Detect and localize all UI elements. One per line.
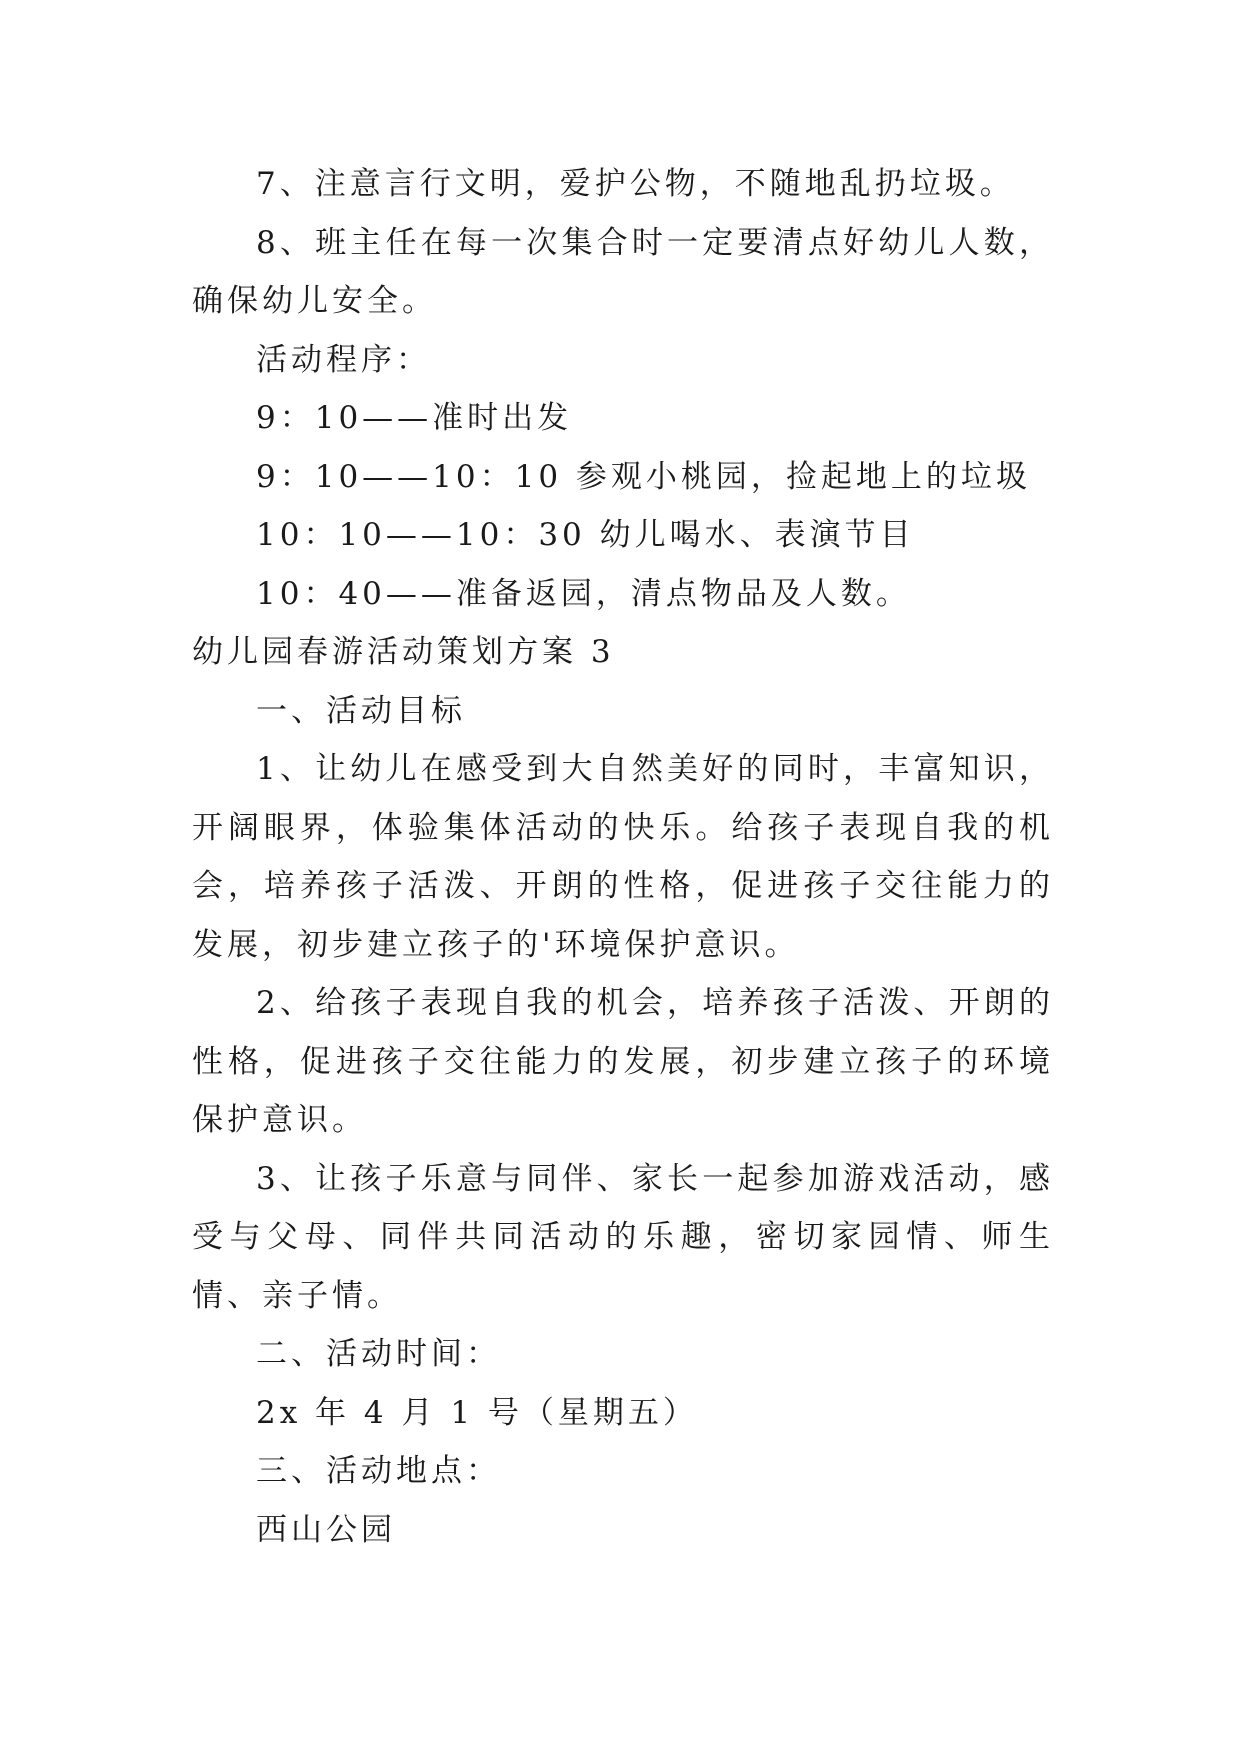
section-title: 幼儿园春游活动策划方案 3 — [192, 634, 615, 670]
goal-1: 1、让幼儿在感受到大自然美好的同时，丰富知识，开阔眼界，体验集体活动的快乐。给孩子表现自我的机会，培养孩子活泼、开朗的性格，促进孩子交往能力的发展，初步建立孩子的'环境保护意识。 — [192, 751, 1054, 963]
rule-7: 7、注意言行文明，爱护公物，不随地乱扔垃圾。 — [256, 166, 1015, 202]
document-body — [192, 155, 1054, 1559]
program-heading: 活动程序： — [256, 341, 431, 378]
goals-heading: 一、活动目标 — [256, 692, 466, 729]
program-item-2: 9：10——10：10 参观小桃园，捡起地上的垃圾 — [256, 458, 1031, 495]
time-value: 2x 年 4 月 1 号（星期五） — [256, 1394, 698, 1431]
location-heading: 三、活动地点： — [256, 1453, 501, 1489]
rule-8: 8、班主任在每一次集合时一定要清点好幼儿人数，确保幼儿安全。 — [192, 224, 1054, 319]
program-item-3: 10：10——10：30 幼儿喝水、表演节目 — [256, 517, 915, 553]
time-heading: 二、活动时间： — [256, 1336, 501, 1372]
location-value: 西山公园 — [256, 1511, 396, 1548]
program-item-1: 9：10——准时出发 — [256, 400, 573, 436]
goal-2: 2、给孩子表现自我的机会，培养孩子活泼、开朗的性格，促进孩子交往能力的发展，初步建立孩子的环境保护意识。 — [192, 985, 1054, 1138]
program-item-4: 10：40——准备返园，清点物品及人数。 — [256, 575, 911, 612]
goal-3: 3、让孩子乐意与同伴、家长一起参加游戏活动，感受与父母、同伴共同活动的乐趣，密切家园情、师生情、亲子情。 — [192, 1160, 1054, 1314]
